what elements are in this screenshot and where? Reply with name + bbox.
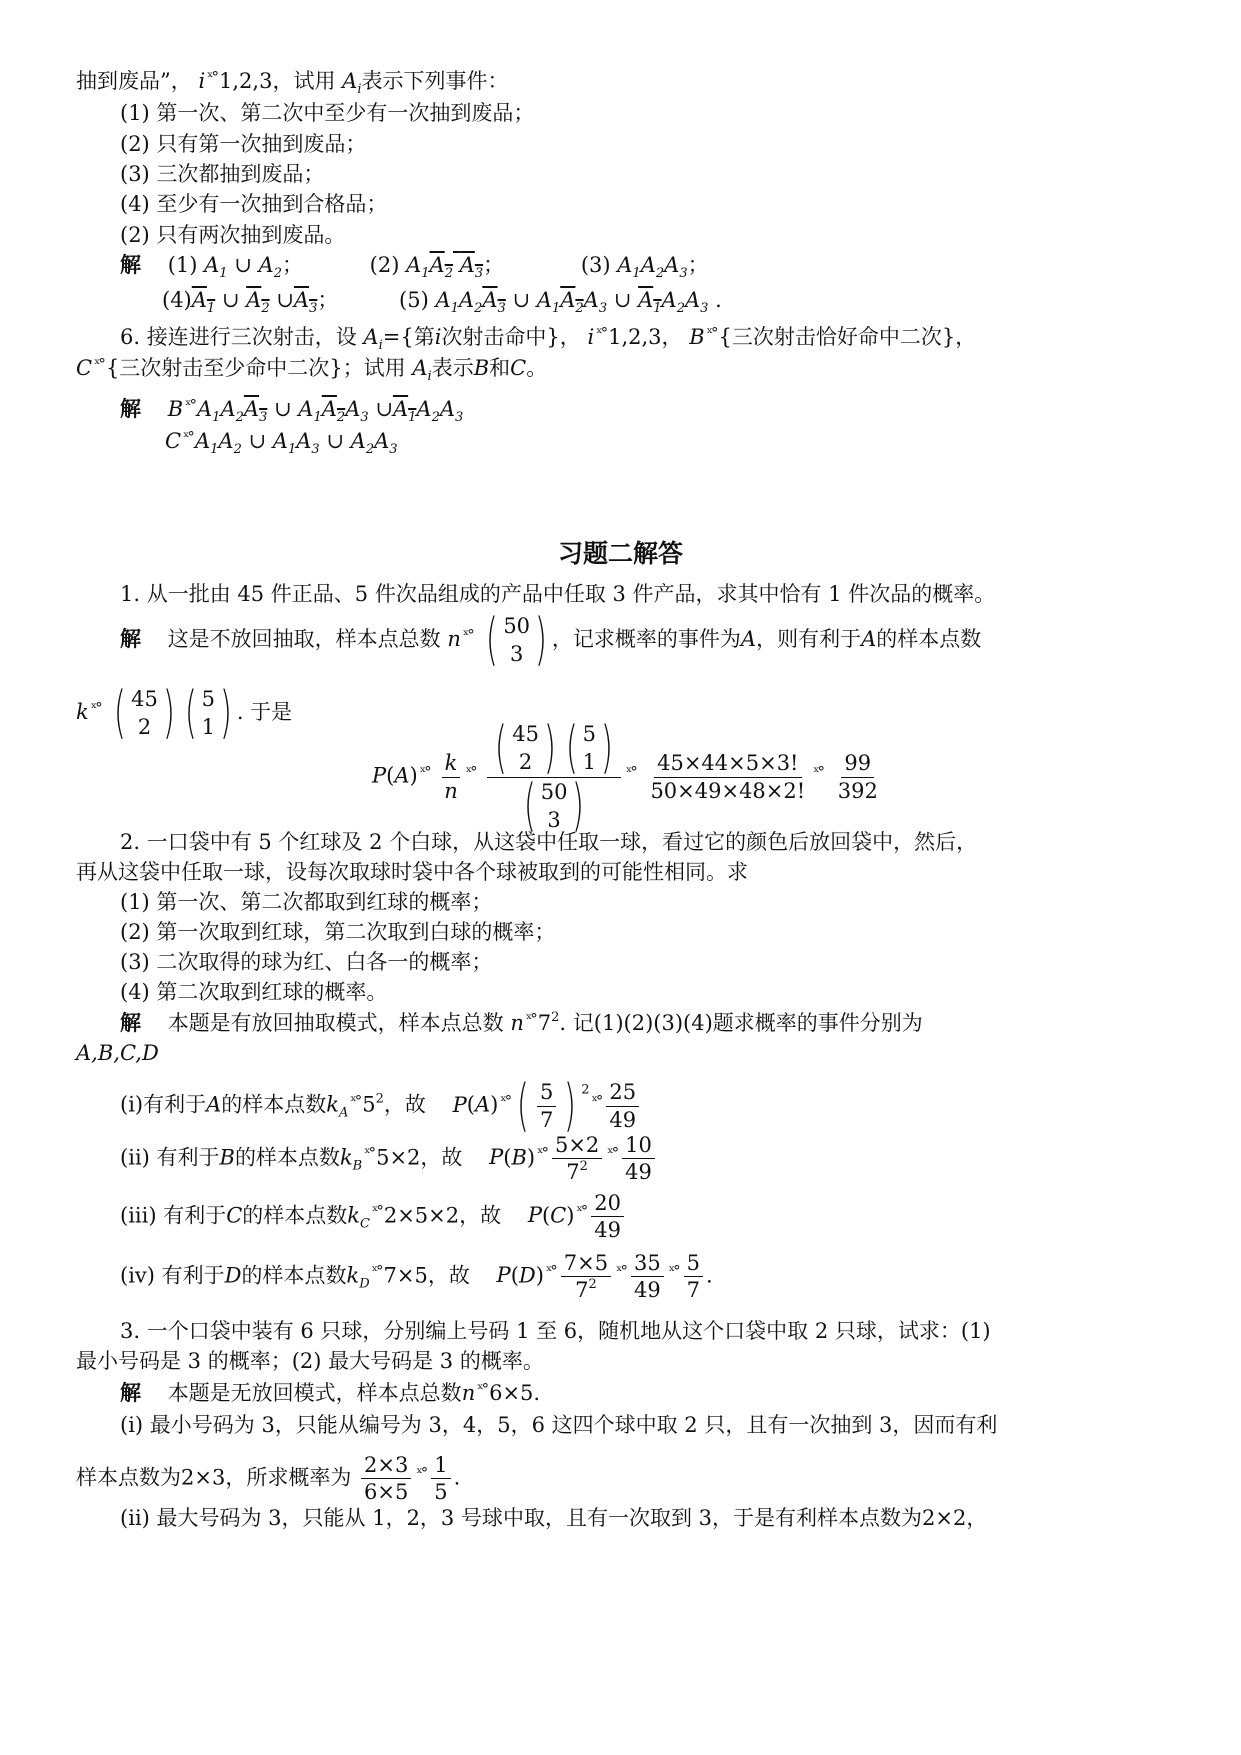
solution-3-ii: (ⅱ) 最大号码为 3，只能从 1，2，3 号球中取，且有一次取到 3，于是有利样本点数为2×2， xyxy=(120,1506,988,1530)
solution-row: $(4)A_1$ ∪ $A_2$ $\cup A_3$； (5) $A_1A_2A_3$ ∪ $A_1A_2A_3$ ∪ $A_1A_2A_3$ . xyxy=(162,288,722,316)
list-item: (2) 第一次取到红球，第二次取到白球的概率； xyxy=(120,920,556,944)
list-item: (1) 第一次、第二次中至少有一次抽到废品； xyxy=(120,101,535,125)
solution-3-i: (ⅰ) 最小号码为 3，只能从编号为 3，4，5，6 这四个球中取 2 只，且有一次抽到 3，因而有利 xyxy=(120,1413,998,1437)
problem-6: 6. 接连进行三次射击，设 $A_i=${第i次射击命中}， i $^{ˣ^\circ}$1,2,3， B $^{ˣ^\circ}${三次射击恰好命中二次}， xyxy=(120,324,977,353)
solution-3: 解 本题是无放回模式，样本点总数n $^{ˣ^\circ}$6×5. xyxy=(120,1380,541,1405)
case-iii: (iii) 有利于C的样本点数$k_C^{ˣ^\circ}2\times 5\times 2$，故 P(C) $^{ˣ^\circ}$ $\frac{20}{49}$ xyxy=(120,1190,627,1244)
case-iv: (iv) 有利于D的样本点数$k_D^{ˣ^\circ}7\times 5$，故 P(D) $^{ˣ^\circ}$ $\frac{7\times 5}{7^2}$ $^{ˣ^\circ}$ $\frac{35}{49}$ $^{ˣ^\circ}$ $\frac{5}{7}$ . xyxy=(120,1251,713,1303)
list-item: (2) 只有第一次抽到废品； xyxy=(120,132,367,156)
problem-3-cont: 最小号码是 3 的概率；(2) 最大号码是 3 的概率。 xyxy=(76,1349,544,1373)
list-item: (4) 至少有一次抽到合格品； xyxy=(120,192,388,216)
solution-3-i-cont: 样本点数为2×3，所求概率为 $\frac{2\times 3}{6\times 5}$ $^{ˣ^\circ}$ $\frac{1}{5}$ . xyxy=(76,1453,461,1505)
solution-1: 解 这是不放回抽取，样本点总数 n $^{ˣ^\circ}$ ( 50 3 ) ，记求概率的事件为A，则有利于A的样本点数 xyxy=(120,607,982,673)
list-item: (4) 第二次取到红球的概率。 xyxy=(120,980,388,1004)
list-item: (2) 只有两次抽到废品。 xyxy=(120,223,346,247)
section-heading: 习题二解答 xyxy=(557,539,683,568)
text-line: 抽到废品”， i $^{ˣ^\circ}$1,2,3，试用 $A_i$表示下列事件： xyxy=(76,68,509,97)
display-equation: P(A) $^{ˣ^\circ}$ $\frac{k}{n}$ $^{ˣ^\circ}$ ( 45 2 ) ( 5 1 ) ( 50 3 ) $^{ˣ^\circ}$ $\frac{45\times 44\times 5\times 3!}{50\times 49\times 48\times 2!}$ $^{ˣ^\circ}$ $\frac{99}{392}$ xyxy=(372,715,878,839)
problem-2-cont: 再从这袋中任取一球，设每次取球时袋中各个球被取到的可能性相同。求 xyxy=(76,860,748,884)
problem-3: 3. 一个口袋中装有 6 只球，分别编上号码 1 至 6，随机地从这个口袋中取 2 只球，试求：(1) xyxy=(120,1319,991,1343)
problem-2: 2. 一口袋中有 5 个红球及 2 个白球，从这袋中任取一球，看过它的颜色后放回袋中，然后， xyxy=(120,830,978,854)
case-ii: (ⅱ) 有利于B的样本点数$k_B^{ˣ^\circ}5\times 2$，故 P(B) $^{ˣ^\circ}$ $\frac{5\times 2}{7^2}$ $^{ˣ^\circ}$ $\frac{10}{49}$ xyxy=(120,1132,658,1186)
case-i: (ⅰ)有利于A的样本点数$k_A^{ˣ^\circ}5^2$，故 P(A) $^{ˣ^\circ}$ ( $\frac{5}{7}$ ) $^{2ˣ^\circ}$ $\frac{25}{49}$ xyxy=(120,1078,642,1134)
problem-6-cont: C $^{ˣ^\circ}${三次射击至少命中二次}；试用 $A_i$表示B和C。 xyxy=(76,355,548,384)
list-item: (3) 三次都抽到废品； xyxy=(120,162,325,186)
solution-1-k: k $^{ˣ^\circ}$ ( 45 2 ) ( 5 1 ) . 于是 xyxy=(76,680,293,746)
solution-6: 解 B $^{ˣ^\circ}A_1A_2A_3$ ∪ $A_1A_2A_3$ $\cup A_1A_2A_3$ xyxy=(120,396,464,425)
event-list: A,B,C,D xyxy=(76,1041,159,1065)
solution-6b: C $^{ˣ^\circ}A_1A_2$ ∪ $A_1A_3$ ∪ $A_2A_3$ xyxy=(165,428,398,457)
solution-2: 解 本题是有放回抽取模式，样本点总数 n $^{ˣ^\circ}7^2$. 记(1)(2)(3)(4)题求概率的事件分别为 xyxy=(120,1010,923,1035)
problem-1: 1. 从一批由 45 件正品、5 件次品组成的产品中任取 3 件产品，求其中恰有 1 件次品的概率。 xyxy=(120,582,996,606)
list-item: (1) 第一次、第二次都取到红球的概率； xyxy=(120,890,493,914)
solution-row: 解 (1) $A_1$ ∪ $A_2$； (2) $A_1A_2$ $A_3$； (3) $A_1A_2A_3$； xyxy=(120,253,709,281)
list-item: (3) 二次取得的球为红、白各一的概率； xyxy=(120,950,493,974)
